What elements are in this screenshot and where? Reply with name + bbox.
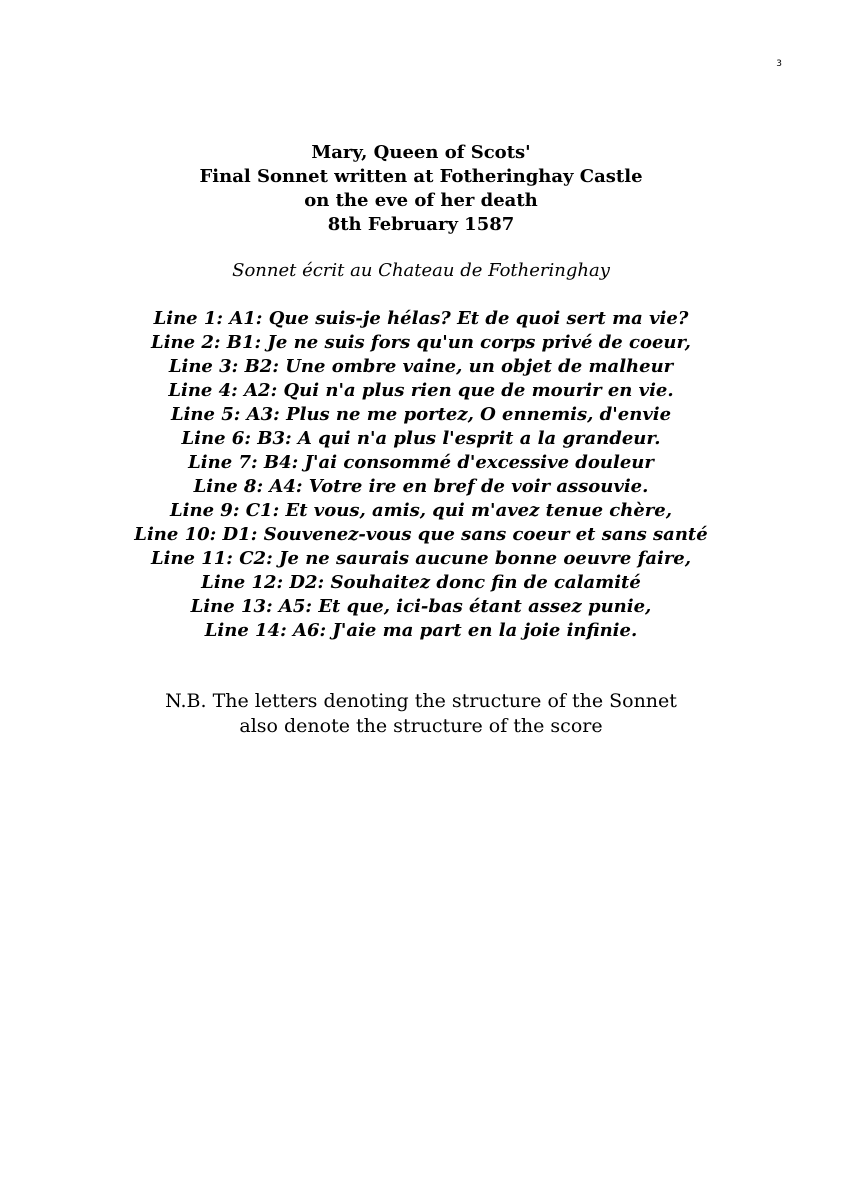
sonnet-line: Line 6: B3: A qui n'a plus l'esprit a la grandeur. bbox=[181, 428, 661, 449]
note-line: also denote the structure of the score bbox=[239, 715, 603, 737]
sonnet-line: Line 9: C1: Et vous, amis, qui m'avez tenue chère, bbox=[170, 500, 672, 521]
sonnet-line: Line 1: A1: Que suis-je hélas? Et de quoi sert ma vie? bbox=[153, 308, 689, 329]
title-line: Mary, Queen of Scots' bbox=[311, 142, 531, 163]
sonnet-line: Line 7: B4: J'ai consommé d'excessive douleur bbox=[188, 452, 654, 473]
sonnet-line: Line 2: B1: Je ne suis fors qu'un corps privé de coeur, bbox=[151, 332, 691, 353]
sonnet-line: Line 10: D1: Souvenez-vous que sans coeur et sans santé bbox=[134, 524, 708, 545]
sonnet bbox=[0, 307, 842, 643]
sonnet-line: Line 5: A3: Plus ne me portez, O ennemis, d'envie bbox=[170, 404, 672, 425]
sonnet-line: Line 4: A2: Qui n'a plus rien que de mourir en vie. bbox=[168, 380, 674, 401]
sonnet-line: Line 8: A4: Votre ire en bref de voir assouvie. bbox=[193, 476, 649, 497]
page-number: 3 bbox=[776, 59, 782, 69]
sonnet-line: Line 12: D2: Souhaitez donc fin de calamité bbox=[201, 572, 641, 593]
sonnet-line: Line 11: C2: Je ne saurais aucune bonne oeuvre faire, bbox=[150, 548, 692, 569]
title-line: Final Sonnet written at Fotheringhay Castle bbox=[199, 166, 643, 187]
sonnet-line: Line 14: A6: J'aie ma part en la joie infinie. bbox=[204, 620, 638, 641]
sonnet-line: Line 3: B2: Une ombre vaine, un objet de malheur bbox=[168, 356, 674, 377]
structure-note bbox=[0, 689, 842, 739]
title-line: on the eve of her death bbox=[304, 190, 538, 211]
title-block bbox=[0, 141, 842, 237]
note-line: N.B. The letters denoting the structure of the Sonnet bbox=[165, 690, 677, 712]
subtitle: Sonnet écrit au Chateau de Fotheringhay bbox=[232, 260, 610, 281]
sonnet-line: Line 13: A5: Et que, ici-bas étant assez punie, bbox=[190, 596, 652, 617]
title-line: 8th February 1587 bbox=[327, 214, 515, 235]
